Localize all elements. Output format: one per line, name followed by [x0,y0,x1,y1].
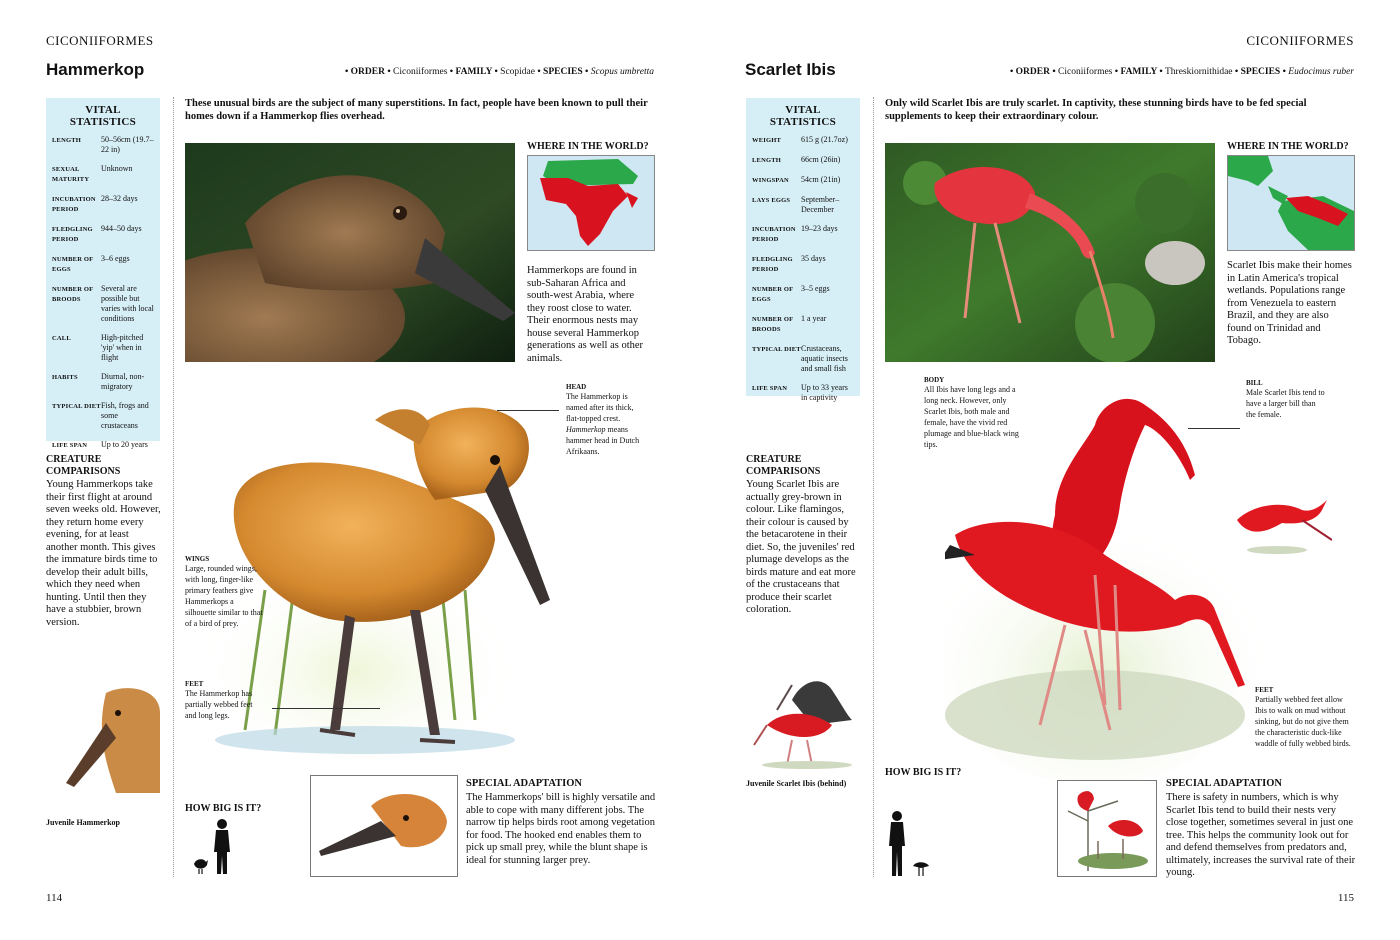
species-label: • SPECIES • [537,67,589,77]
page-title: Scarlet Ibis [745,60,836,79]
vital-value: 615 g (21.7oz) [801,135,848,144]
flying-ibis-illustration [1232,495,1332,555]
vital-row [752,155,854,166]
right-page [700,0,1400,940]
vital-value: 54cm (21in) [801,175,841,184]
head-annotation [566,383,646,457]
feet-annotation-text: Partially webbed feet allow Ibis to walk on mud without sinking, but do not give them the characteristic duck-like waddle of fully webbed birds. [1255,695,1351,748]
special-adaptation-text: There is safety in numbers, which is why Scarlet Ibis tend to build their nests very close together, sometimes several in just one tree. This helps the community look out for and defend themselves from predators and, ultimately, increases the survival rate of their young. [1166,792,1356,878]
human-silhouette-icon [885,810,935,876]
vital-label: WINGSPAN [752,177,789,184]
vital-value: 66cm (26in) [801,155,841,164]
vital-value: 944–50 days [101,224,142,233]
vital-row [752,175,854,186]
taxonomy-line [345,67,654,77]
page-number: 114 [46,892,63,904]
wings-annotation [185,555,265,629]
bill-leader-line [1188,428,1240,429]
body-annotation [924,376,1024,450]
head-text-emphasis: Hammerkop [566,425,606,434]
vital-label: HABITS [52,374,78,381]
order-value: Ciconiiformes [1058,67,1113,77]
species-value: Eudocimus ruber [1288,67,1354,77]
vital-row [52,194,154,215]
taxonomy-line [1010,67,1354,77]
column-divider [873,97,874,877]
head-text-part: The Hammerkop is named after its thick, flat-topped crest. [566,392,634,423]
column-divider [173,97,174,877]
creature-comparisons-title: CREATURE COMPARISONS [46,454,121,477]
feet-annotation-text: The Hammerkop has partially webbed feet and long legs. [185,689,253,720]
juvenile-caption: Juvenile Scarlet Ibis (behind) [746,779,847,788]
family-label: • FAMILY • [1114,67,1163,77]
vital-label: LENGTH [52,137,82,144]
vital-value: Unknown [101,164,133,173]
vital-row [52,224,154,245]
world-map-africa [527,155,655,251]
species-label: • SPECIES • [1234,67,1286,77]
vital-row [52,333,154,363]
vital-value: 28–32 days [101,194,138,203]
human-silhouette-icon [190,818,240,874]
vital-label: TYPICAL DIET [52,403,101,410]
vital-value: 3–5 eggs [801,284,830,293]
vital-row [752,344,854,374]
vital-row [52,440,154,451]
vital-label: TYPICAL DIET [752,346,801,353]
vital-value: Crustaceans, aquatic insects and small fish [801,344,848,373]
vital-label: NUMBER OF BROODS [752,316,794,333]
feet-annotation [1255,686,1355,749]
juvenile-ibis-illustration [752,670,862,770]
vital-row [52,401,154,431]
where-in-world-title: WHERE IN THE WORLD? [1227,141,1349,152]
vital-label: WEIGHT [752,137,782,144]
family-label: • FAMILY • [449,67,498,77]
vital-row [52,284,154,324]
vital-row [52,372,154,392]
bill-annotation-text: Male Scarlet Ibis tend to have a larger bill than the female. [1246,388,1325,419]
vital-statistics-title: VITAL STATISTICS [769,104,837,128]
vital-row [752,254,854,275]
creature-comparisons-text: Young Hammerkops take their first flight at around seven weeks old. However, they return home every evening, for at least another month. This gives the immature birds time to develop their adult bills, which they need when hunting. Until then they have a stubbier, brown version. [46,479,161,628]
vital-label: NUMBER OF EGGS [52,256,94,273]
intro-text: These unusual birds are the subject of many superstitions. In fact, people have been known to pull their homes down if a Hammerkop flies overhead. [185,98,648,122]
feet-leader-line [272,708,380,709]
vital-value: Fish, frogs and some crustaceans [101,401,149,430]
vital-row [52,135,154,155]
vital-row [752,284,854,305]
special-adaptation-image [310,775,458,877]
wings-annotation-title: WINGS [185,555,210,563]
world-map-south-america [1227,155,1355,251]
vital-label: LAYS EGGS [752,197,791,204]
vital-label: LENGTH [752,157,782,164]
order-header: CICONIIFORMES [1246,33,1354,48]
head-annotation-title: HEAD [566,383,587,391]
hammerkop-photo [185,143,515,362]
vital-label: FLEDGLING PERIOD [752,256,793,273]
vital-row [752,135,854,146]
vital-statistics-box [46,98,160,449]
head-text-part: means hammer head in Dutch Afrikaans. [566,425,640,456]
vital-value: 50–56cm (19.7–22 in) [101,135,154,154]
juvenile-caption: Juvenile Hammerkop [46,818,120,827]
vital-label: INCUBATION PERIOD [52,196,96,213]
special-adaptation-image [1057,780,1157,877]
scarlet-ibis-photo [885,143,1215,362]
vital-row [52,164,154,185]
vital-value: High-pitched 'yip' when in flight [101,333,144,362]
bill-annotation-title: BILL [1246,379,1263,387]
order-label: • ORDER • [344,67,391,77]
creature-comparisons-title: CREATURE COMPARISONS [746,454,821,477]
vital-statistics-title: VITAL STATISTICS [69,104,137,128]
page-title: Hammerkop [46,60,145,79]
vital-row [752,224,854,245]
vital-row [52,254,154,275]
vital-label: CALL [52,335,71,342]
species-value: Scopus umbretta [590,67,654,77]
feet-annotation [185,680,265,721]
vital-value: 35 days [801,254,826,263]
juvenile-hammerkop-illustration [46,683,160,793]
vital-label: FLEDGLING PERIOD [52,226,93,243]
vital-label: LIFE SPAN [752,385,788,392]
vital-value: 19–23 days [801,224,838,233]
feet-annotation-title: FEET [1255,686,1274,694]
vital-value: September–December [801,195,840,214]
order-value: Ciconiiformes [393,67,448,77]
bill-annotation [1246,379,1326,420]
vital-value: 3–6 eggs [101,254,130,263]
vital-value: 1 a year [801,314,827,323]
special-adaptation-title: SPECIAL ADAPTATION [466,778,583,789]
vital-value: Up to 33 years in captivity [801,383,848,402]
order-header: CICONIIFORMES [46,33,154,48]
vital-label: NUMBER OF BROODS [52,286,94,303]
vital-label: INCUBATION PERIOD [752,226,796,243]
vital-row [752,383,854,403]
creature-comparisons-text: Young Scarlet Ibis are actually grey-brown in colour. Like flamingos, their colour is caused by the betacarotene in their diet. So, the juveniles' red plumage develops as the birds mature and eat more of the crustaceans that produce their scarlet coloration. [746,479,856,615]
vital-row [752,195,854,215]
vital-value: Up to 20 years [101,440,148,449]
body-annotation-title: BODY [924,376,945,384]
page-number: 115 [1337,892,1354,904]
order-label: • ORDER • [1009,67,1056,77]
body-annotation-text: All Ibis have long legs and a long neck. However, only Scarlet Ibis, both male and female, have the vivid red plumage and blue-black wing tips. [924,385,1019,449]
vital-label: LIFE SPAN [52,442,88,449]
vital-value: Diurnal, non-migratory [101,372,145,391]
where-in-world-text: Hammerkops are found in sub-Saharan Africa and south-west Arabia, where they roost close to water. Their enormous nests may house several Hammerkop generations as well as other animals. [527,265,644,364]
where-in-world-text: Scarlet Ibis make their homes in Latin America's tropical wetlands. Populations range from Venezuela to eastern Brazil, and they are also found on Trinidad and Tobago. [1227,260,1352,346]
wings-annotation-text: Large, rounded wings, with long, finger-like primary feathers give Hammerkops a silhouette similar to that of a bird of prey. [185,564,263,628]
head-annotation-text [566,391,646,457]
special-adaptation-text: The Hammerkops' bill is highly versatile and able to cope with many different jobs. The narrow tip helps birds root among vegetation for food. The hooked end enables them to pick up small prey, while the blunt shape is ideal for stunning larger prey. [466,792,656,866]
how-big-title: HOW BIG IS IT? [885,767,962,778]
family-value: Scopidae [500,67,535,77]
vital-statistics-box [746,98,860,402]
how-big-title: HOW BIG IS IT? [185,803,262,814]
head-leader-line [497,410,559,411]
vital-row [752,314,854,335]
where-in-world-title: WHERE IN THE WORLD? [527,141,649,152]
feet-annotation-title: FEET [185,680,204,688]
family-value: Threskiornithidae [1164,67,1233,77]
vital-value: Several are possible but varies with local conditions [101,284,154,323]
vital-label: NUMBER OF EGGS [752,286,794,303]
vital-label: SEXUAL MATURITY [52,166,90,183]
special-adaptation-title: SPECIAL ADAPTATION [1166,778,1283,789]
intro-text: Only wild Scarlet Ibis are truly scarlet. In captivity, these stunning birds have to be fed special supplements to keep their extraordinary colour. [885,98,1307,122]
